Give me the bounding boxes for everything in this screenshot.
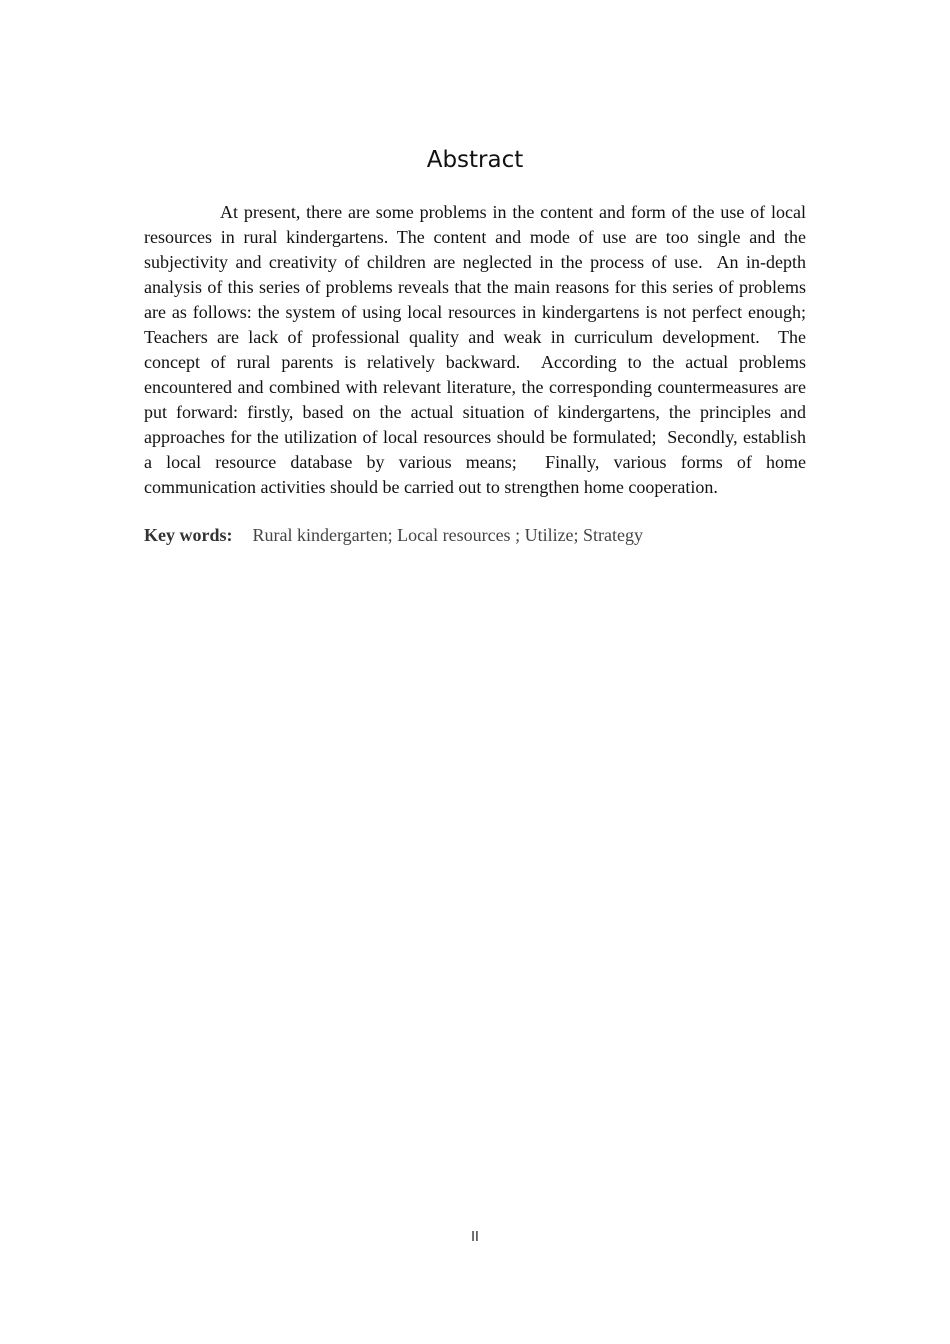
abstract-paragraph: At present, there are some problems in the content and form of the use of local resources in rural kindergartens. The content and mode of use are too single and the subjectivity and creativity of children are neglected in the process of use. An in-depth analysis of this series of problems reveals that the main reasons for this series of problems are as follows: the system of using local resources in kindergartens is not perfect enough; Teachers are lack of professional quality and weak in curriculum development. The concept of rural parents is relatively backward. According to the actual problems encountered and combined with relevant literature, the corresponding countermeasures are put forward: firstly, based on the actual situation of kindergartens, the principles and approaches for the utilization of local resources should be formulated; Secondly, establish a local resource database by various means; Finally, various forms of home communication activities should be carried out to strengthen home cooperation. [144, 202, 815, 497]
keywords-line [144, 523, 806, 548]
page-title: Abstract [426, 147, 524, 173]
keywords-text: Rural kindergarten; Local resources ; Utilize; Strategy [252, 525, 644, 545]
page-number: II [471, 1230, 479, 1245]
keywords-label: Key words: [144, 525, 233, 545]
